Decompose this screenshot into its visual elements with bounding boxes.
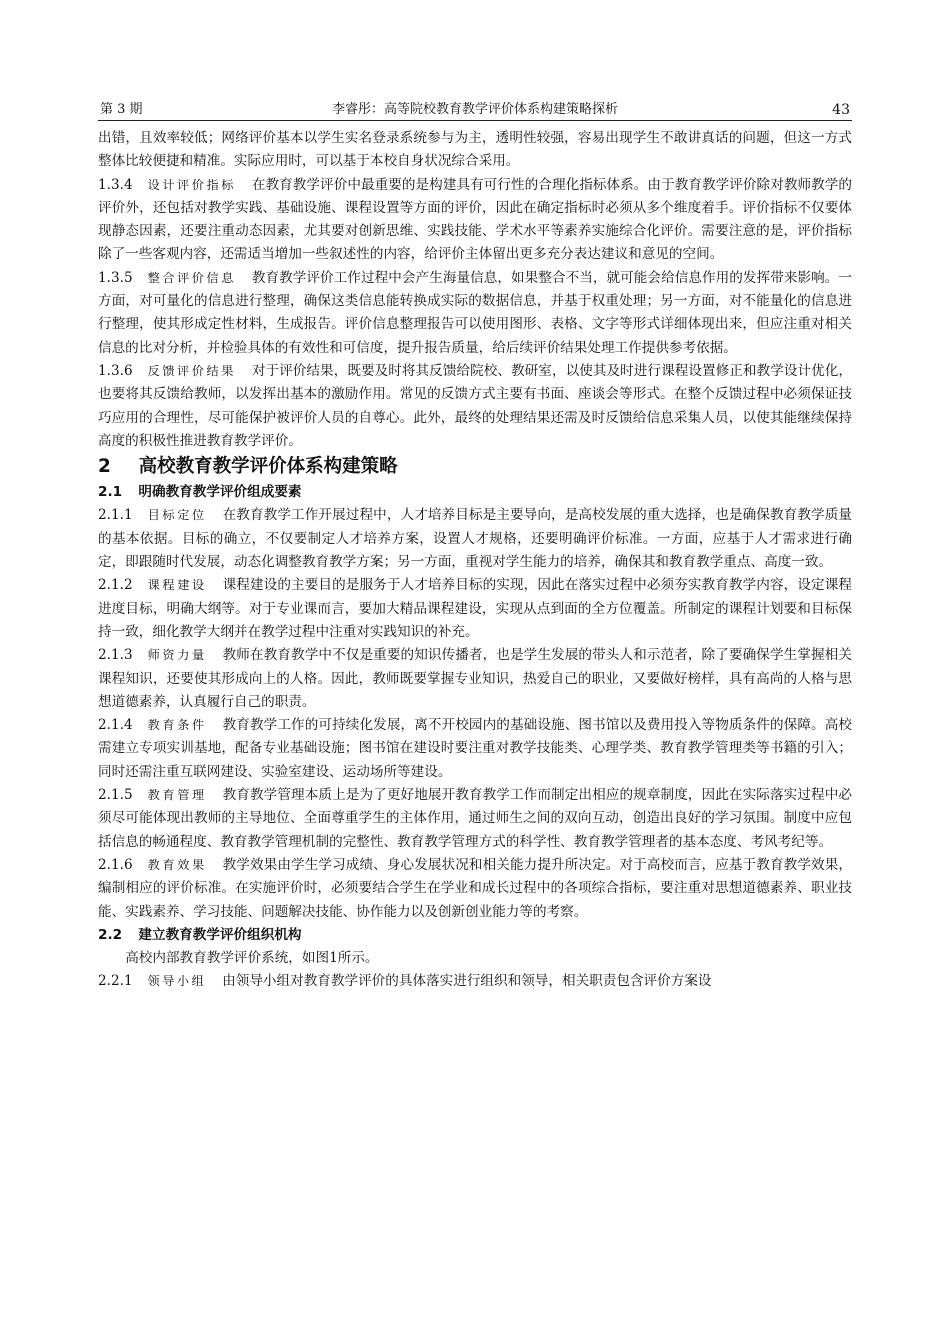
page-number: 43	[832, 102, 850, 118]
section-title: 高校教育教学评价体系构建策略	[138, 456, 398, 478]
subsection-term: 教育管理	[147, 788, 207, 803]
issue-label: 第 3 期	[100, 102, 143, 117]
subsection-number: 1.3.4	[98, 176, 133, 193]
figure-reference-paragraph: 高校内部教育教学评价系统，如图1所示。	[125, 950, 379, 967]
page-header	[98, 100, 852, 121]
article-body	[98, 127, 852, 994]
subsection-term: 教育效果	[147, 857, 207, 872]
subsection-2-1-5	[98, 784, 852, 854]
subsection-text: 在教育教学评价中最重要的是构建具有可行性的合理化指标体系。由于教育教学评价除对教师教学的评价外，还包括对教学实践、基础设施、课程设置等方面的评价，因此在确定指标时必须从多个维度着手。评价指标不仅要体现静态因素，还要注重动态因素，尤其要对创新思维、实践技能、学术水平等素养实施综合化评价。需要注意的是，评价指标除了一些客观内容，还需适当增加一些叙述性的内容，给评价主体留出更多充分表达建议和意见的空间。	[98, 176, 852, 263]
subsection-text: 教育教学评价工作过程中会产生海量信息，如果整合不当，就可能会给信息作用的发挥带来影响。一方面，对可量化的信息进行整理，确保这类信息能转换成实际的数据信息，并基于权重处理；另一方面，对不能量化的信息进行整理，使其形成定性材料，生成报告。评价信息整理报告可以使用图形、表格、文字等形式详细体现出来，但应注重对相关信息的比对分析，并检验具体的有效性和可信度，提升报告质量，给后续评价结果处理工作提供参考依据。	[98, 269, 852, 356]
running-title: 李睿彤：高等院校教育教学评价体系构建策略探析	[331, 102, 618, 117]
subsection-text: 课程建设的主要目的是服务于人才培养目标的实现，因此在落实过程中必须夯实教育教学内容，设定课程进度目标，明确大纲等。对于专业课而言，要加大精品课程建设，实现从点到面的全方位覆盖。所制定的课程计划要和目标保持一致，细化教学大纲并在教学过程中注重对实践知识的补充。	[98, 577, 852, 640]
subsection-text: 对于评价结果，既要及时将其反馈给院校、教研室，以使其及时进行课程设置修正和教学设计优化，也要将其反馈给教师，以发挥出基本的激励作用。常见的反馈方式主要有书面、座谈会等形式。在整个反馈过程中必须保证技巧应用的合理性，尽可能保护被评价人员的自尊心。此外，最终的处理结果还需及时反馈给信息采集人员，以使其能继续保持高度的积极性推进教育教学评价。	[98, 362, 852, 449]
section-title: 建立教育教学评价组织机构	[138, 926, 302, 943]
subsection-2-1-4	[98, 714, 852, 784]
subsection-text: 由领导小组对教育教学评价的具体落实进行组织和领导，相关职责包含评价方案设	[222, 973, 712, 990]
section-number: 2	[98, 456, 111, 478]
subsection-number: 2.1.6	[98, 856, 133, 873]
subsection-2-1-1	[98, 504, 852, 574]
subsection-term: 教育条件	[147, 718, 207, 733]
subsection-text: 教育教学管理本质上是为了更好地展开教育教学工作而制定出相应的规章制度，因此在实际落实过程中必须尽可能体现出教师的主导地位、全面尊重学生的主体作用，通过师生之间的双向互动，创造出良好的学习氛围。制度中应包括信息的畅通程度、教育教学管理机制的完整性、教育教学管理方式的科学性、教育教学管理者的基本态度、考风考纪等。	[98, 787, 852, 850]
subsection-1-3-6	[98, 360, 852, 453]
subsection-number: 2.1.2	[98, 577, 133, 594]
paragraph-continued: 出错，且效率较低；网络评价基本以学生实名登录系统参与为主，透明性较强，容易出现学生不敢讲真话的问题，但这一方式整体比较便捷和精准。实际应用时，可以基于本校自身状况综合采用。	[98, 130, 852, 170]
subsection-term: 师资力量	[147, 648, 207, 663]
subsection-text: 教学效果由学生学习成绩、身心发展状况和相关能力提升所决定。对于高校而言，应基于教育教学效果，编制相应的评价标准。在实施评价时，必须要结合学生在学业和成长过程中的各项综合指标，要注重对思想道德素养、职业技能、实践素养、学习技能、问题解决技能、协作能力以及创新创业能力等的考察。	[98, 856, 852, 920]
subsection-term: 反馈评价结果	[147, 363, 236, 378]
subsection-2-1-3	[98, 644, 852, 714]
section-number: 2.1	[98, 484, 123, 501]
section-heading-2-1	[98, 481, 852, 504]
subsection-term: 课程建设	[147, 578, 207, 593]
section-heading-2-2	[98, 924, 852, 947]
subsection-term: 整合评价信息	[147, 270, 236, 285]
subsection-number: 1.3.5	[98, 269, 133, 286]
subsection-number: 1.3.6	[98, 362, 133, 379]
subsection-term: 目标定位	[147, 508, 207, 523]
subsection-2-1-6	[98, 854, 852, 924]
section-title: 明确教育教学评价组成要素	[138, 484, 302, 501]
subsection-term: 领导小组	[147, 974, 207, 989]
section-heading-2	[98, 454, 852, 480]
subsection-number: 2.2.1	[98, 973, 133, 990]
subsection-1-3-5	[98, 267, 852, 360]
subsection-text: 在教育教学工作开展过程中，人才培养目标是主要导向，是高校发展的重大选择，也是确保教育教学质量的基本依据。目标的确立，不仅要制定人才培养方案，设置人才规格，还要明确评价标准。一方面，应基于人才需求进行确定，即跟随时代发展，动态化调整教育教学方案；另一方面，重视对学生能力的培养，确保其和教育教学重点、高度一致。	[98, 507, 852, 571]
subsection-2-2-1	[98, 970, 852, 993]
subsection-term: 设计评价指标	[147, 177, 236, 192]
subsection-text: 教师在教育教学中不仅是重要的知识传播者，也是学生发展的带头人和示范者，除了要确保学生掌握相关课程知识，还要使其形成向上的人格。因此，教师既要掌握专业知识，热爱自己的职业，又要做好榜样，具有高尚的人格与思想道德素养，认真履行自己的职责。	[98, 647, 852, 710]
subsection-1-3-4	[98, 174, 852, 267]
subsection-number: 2.1.1	[98, 507, 133, 524]
section-number: 2.2	[98, 926, 123, 943]
subsection-text: 教育教学工作的可持续化发展，离不开校园内的基础设施、图书馆以及费用投入等物质条件的保障。高校需建立专项实训基地，配备专业基础设施；图书馆在建设时要注重对教学技能类、心理学类、教育教学管理类等书籍的引入；同时还需注重互联网建设、实验室建设、运动场所等建设。	[98, 717, 852, 780]
subsection-2-1-2	[98, 574, 852, 644]
subsection-number: 2.1.5	[98, 787, 133, 804]
subsection-number: 2.1.4	[98, 717, 133, 734]
subsection-number: 2.1.3	[98, 647, 133, 664]
journal-page	[98, 100, 852, 994]
